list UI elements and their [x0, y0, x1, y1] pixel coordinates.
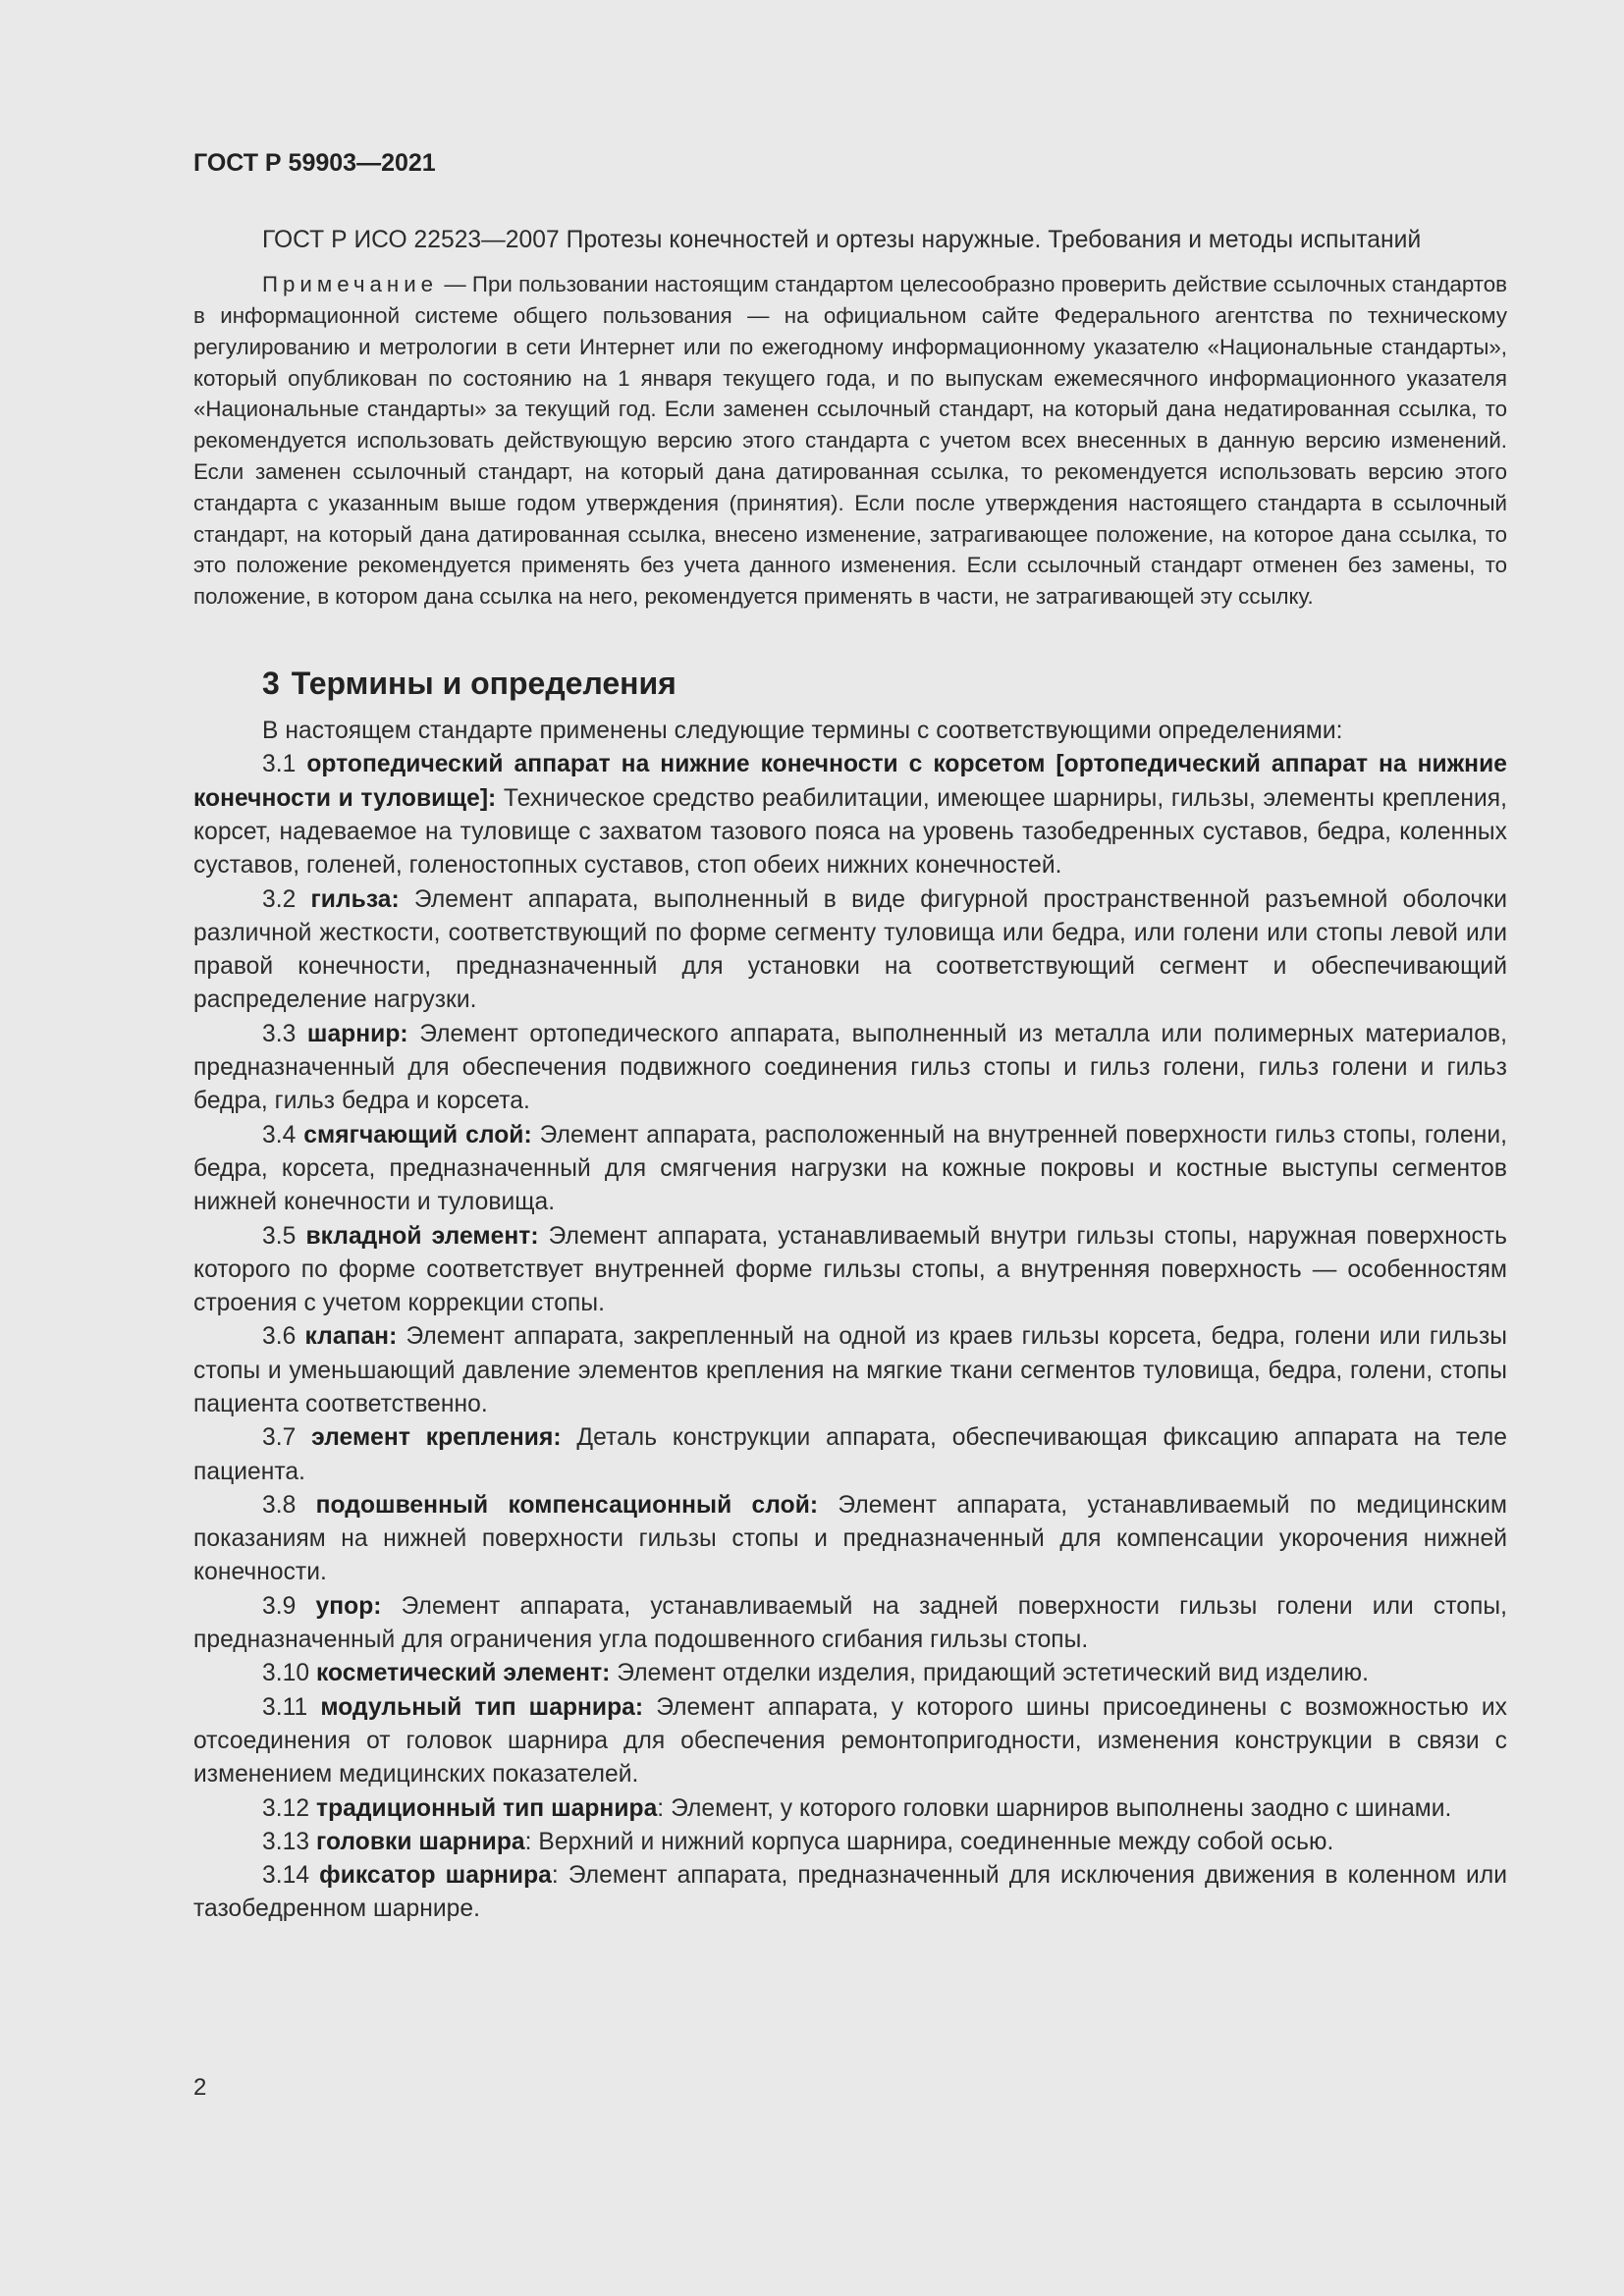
term-name: элемент крепления: — [311, 1424, 562, 1452]
term-number: 3.3 — [262, 1020, 297, 1047]
term-number: 3.1 — [262, 751, 297, 778]
term-text: Элемент аппарата, устанавливаемый на задней поверхности гильзы голени или стопы, предназначенный для ограничения угла подошвенного сгибания гильзы стопы. — [193, 1592, 1507, 1654]
terms-list — [193, 748, 1507, 1926]
term-text: Элемент аппарата, расположенный на внутренней поверхности гильз стопы, голени, бедра, корсета, предназначенный для смягчения нагрузки на кожные покровы и костные выступы сегментов нижней конечности и туловища. — [193, 1121, 1507, 1216]
term-number: 3.9 — [262, 1592, 297, 1620]
term-name: смягчающий слой: — [303, 1121, 532, 1148]
term-name: модульный тип шарнира: — [320, 1693, 644, 1721]
term-name: головки шарнира — [315, 1828, 525, 1855]
section-intro: В настоящем стандарте применены следующие термины с соответствующими определениями: — [262, 718, 1343, 745]
term-name: упор: — [315, 1592, 382, 1620]
term-number: 3.14 — [262, 1862, 310, 1890]
term-definition — [193, 1859, 1507, 1927]
term-number: 3.8 — [262, 1491, 297, 1519]
term-text: Техническое средство реабилитации, имеющее шарниры, гильзы, элементы крепления, корсет, надеваемое на туловище с захватом тазового пояса на уровень тазобедренных суставов, бедра, коленных суставов, голеней, голеностопных суставов, стоп обеих нижних конечностей. — [193, 784, 1507, 880]
term-name: косметический элемент: — [315, 1660, 611, 1687]
section-number: 3 — [262, 666, 280, 702]
term-name: ортопедический аппарат на нижние конечности с корсетом [ортопедический аппарат на нижние конечности и туловище]: — [193, 751, 1507, 812]
term-text: Элемент аппарата, у которого шины присоединены с возможностью их отсоединения от головок шарнира для обеспечения ремонтопригодности, изменения конструкции в связи с изменением медицинских показателей. — [193, 1693, 1507, 1789]
term-definition — [193, 883, 1507, 1018]
term-text: Элемент аппарата, устанавливаемый по медицинским показаниям на нижней поверхности гильзы стопы и предназначенный для компенсации укорочения нижней конечности. — [193, 1491, 1507, 1586]
term-text: : Элемент аппарата, предназначенный для исключения движения в коленном или тазобедренном шарнире. — [193, 1862, 1508, 1923]
term-number: 3.10 — [262, 1660, 310, 1687]
term-name: клапан: — [304, 1323, 398, 1351]
note-label: Примечание — [262, 272, 439, 297]
term-text: Элемент аппарата, закрепленный на одной из краев гильзы корсета, бедра, голени или гильзы стопы и уменьшающий давление элементов крепления на мягкие ткани сегментов туловища, бедра, голени, стопы пациента соответственно. — [193, 1323, 1507, 1417]
term-number: 3.2 — [262, 885, 297, 913]
term-number: 3.5 — [262, 1222, 297, 1250]
term-text: Элемент аппарата, устанавливаемый внутри гильзы стопы, наружная поверхность которого по форме соответствует внутренней форме гильзы стопы, а внутренняя поверхность — особенностям строения с учетом коррекции стопы. — [193, 1222, 1508, 1317]
note-text: — При пользовании настоящим стандартом целесообразно проверить действие ссылочных стандартов в информационной системе общего пользования — на официальном сайте Федерального агентства по техническому регулированию и метрологии в сети Интернет или по ежегодному информационному указателю «Национальные стандарты», который опубликован по состоянию на 1 января текущего года, и по выпускам ежемесячного информационного указателя «Национальные стандарты» за текущий год. Если заменен ссылочный стандарт, на который дана недатированная ссылка, то рекомендуется использовать действующую версию этого стандарта с учетом всех внесенных в данную версию изменений. Если заменен ссылочный стандарт, на который дана датированная ссылка, то рекомендуется использовать версию этого стандарта с указанным выше годом утверждения (принятия). Если после утверждения настоящего стандарта в ссылочный стандарт, на который дана датированная ссылка, внесено изменение, затрагивающее положение, на которое дана ссылка, то это положение рекомендуется применять без учета данного изменения. Если ссылочный стандарт отменен без замены, то положение, в котором дана ссылка на него, рекомендуется применять в части, не затрагивающей эту ссылку. — [193, 272, 1507, 610]
term-name: шарнир: — [306, 1020, 408, 1047]
term-definition — [193, 1792, 1507, 1826]
term-number: 3.7 — [262, 1424, 297, 1452]
term-definition — [193, 1119, 1507, 1220]
page-content — [193, 224, 1507, 1927]
term-definition — [193, 1018, 1507, 1119]
term-text: Элемент отделки изделия, придающий эстетический вид изделию. — [610, 1660, 1370, 1687]
term-definition — [193, 1826, 1507, 1859]
term-name: традиционный тип шарнира — [315, 1794, 658, 1822]
note-paragraph — [193, 269, 1507, 613]
term-definition — [193, 1421, 1507, 1489]
term-number: 3.6 — [262, 1323, 297, 1351]
term-definition — [193, 1220, 1507, 1321]
term-text: Деталь конструкции аппарата, обеспечивающая фиксацию аппарата на теле пациента. — [193, 1424, 1507, 1485]
term-name: подошвенный компенсационный слой: — [315, 1491, 819, 1519]
term-text: : Элемент, у которого головки шарниров выполнены заодно с шинами. — [657, 1794, 1452, 1822]
normative-reference: ГОСТ Р ИСО 22523—2007 Протезы конечностей и ортезы наружные. Требования и методы испытаний — [262, 227, 1422, 253]
term-definition — [193, 1657, 1507, 1690]
term-name: фиксатор шарнира — [319, 1862, 552, 1890]
term-name: вкладной элемент: — [305, 1222, 539, 1250]
section-heading — [262, 664, 1507, 703]
term-definition — [193, 1320, 1507, 1421]
term-definition — [193, 1489, 1507, 1590]
page-number: 2 — [193, 2074, 207, 2101]
term-text: Элемент аппарата, выполненный в виде фигурной пространственной разъемной оболочки различной жесткости, соответствующий по форме сегменту туловища или бедра, или голени или стопы левой или правой конечности, предназначенный для установки на соответствующий сегмент и обеспечивающий распределение нагрузки. — [193, 885, 1507, 1014]
term-name: гильза: — [310, 885, 400, 913]
term-definition — [193, 1691, 1507, 1792]
document-code-header: ГОСТ Р 59903—2021 — [193, 149, 436, 177]
term-text: Элемент ортопедического аппарата, выполненный из металла или полимерных материалов, предназначенный для обеспечения подвижного соединения гильз стопы и гильз голени, гильз голени и гильз бедра, гильз бедра и корсета. — [193, 1020, 1507, 1115]
term-definition — [193, 1590, 1507, 1658]
term-text: : Верхний и нижний корпуса шарнира, соединенные между собой осью. — [524, 1828, 1334, 1855]
term-number: 3.11 — [262, 1693, 308, 1721]
term-definition — [193, 748, 1507, 882]
term-number: 3.4 — [262, 1121, 297, 1148]
term-number: 3.12 — [262, 1794, 310, 1822]
term-number: 3.13 — [262, 1828, 310, 1855]
section-title: Термины и определения — [291, 666, 677, 702]
